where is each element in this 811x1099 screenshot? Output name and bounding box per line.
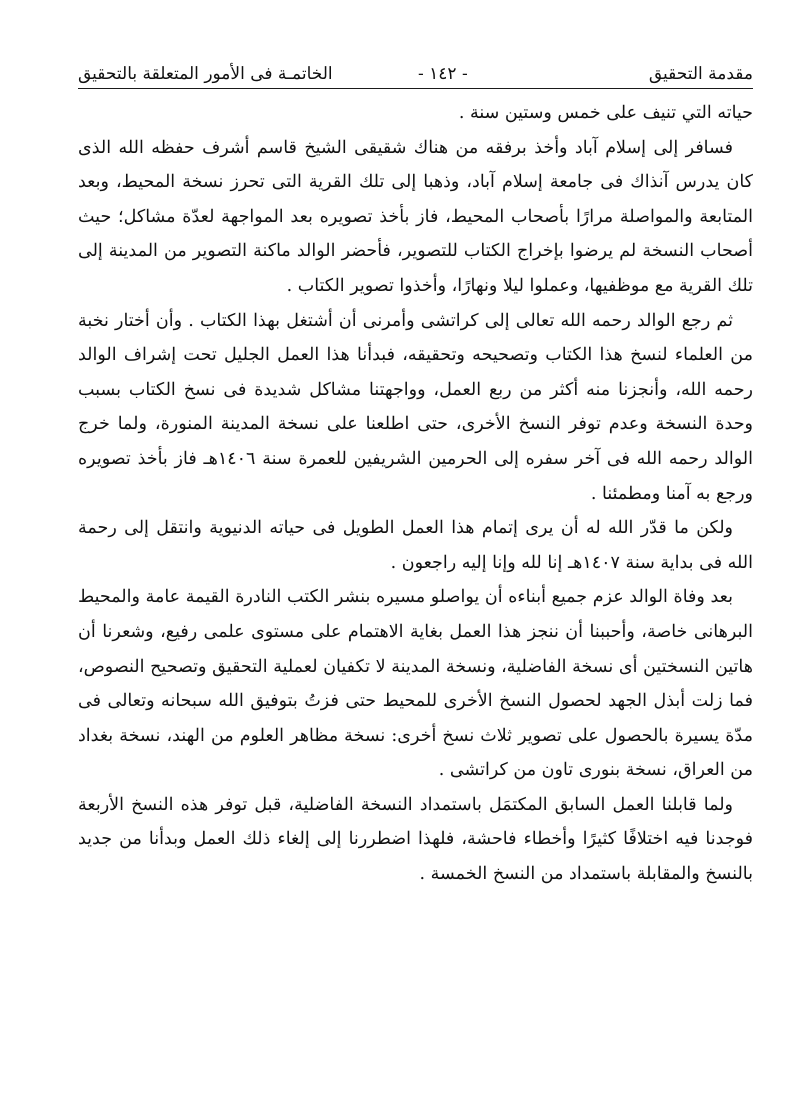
book-section-title: مقدمة التحقيق — [648, 64, 753, 84]
chapter-title: الخاتمـة فى الأمور المتعلقة بالتحقيق — [78, 64, 333, 84]
header-rule — [78, 88, 753, 89]
paragraph: حياته التي تنيف على خمس وستين سنة . — [458, 103, 753, 123]
body-text — [78, 96, 753, 892]
page-number: - ١٤٢ - — [418, 64, 468, 84]
running-header — [78, 58, 753, 86]
paragraph: بعد وفاة الوالد عزم جميع أبناءه أن يواصلو مسيره بنشر الكتب النادرة القيمة عامة والمحيط البرهانى خاصة، وأحببنا أن ننجز هذا العمل بغاية الاهتمام على مستوى علمى رفيع، وشعرنا أن هاتين النسختين أى نسخة الفاضلية، ونسخة المدينة لا تكفيان لعملية التحقيق وتصحيح النصوص، فما زلت أبذل الجهد لحصول النسخ الأخرى للمحيط حتى فزتُ بتوفيق الله سبحانه وتعالى فى مدّة يسيرة بالحصول على تصوير ثلاث نسخ أخرى: نسخة مظاهر العلوم من الهند، نسخة بغداد من العراق، نسخة بنورى تاون من كراتشى . — [78, 587, 753, 781]
paragraph: ثم رجع الوالد رحمه الله تعالى إلى كراتشى وأمرنى أن أشتغل بهذا الكتاب . وأن أختار نخبة من العلماء لنسخ هذا الكتاب وتصحيحه وتحقيقه، فبدأنا هذا العمل الجليل تحت إشراف الوالد رحمه الله، وأنجزنا منه أكثر من ربع العمل، وواجهتنا مشاكل شديدة فى نسخ الكتاب بسبب وحدة النسخة وعدم توفر النسخ الأخرى، حتى اطلعنا على نسخة المدينة المنورة، ولما خرج الوالد رحمه الله فى آخر سفره إلى الحرمين الشريفين للعمرة سنة ١٤٠٦هـ فاز بأخذ تصويره ورجع به آمنا ومطمئنا . — [78, 310, 753, 504]
paragraph: ولما قابلنا العمل السابق المكتمَل باستمداد النسخة الفاضلية، قبل توفر هذه النسخ الأربعة فوجدنا فيه اختلافًا كثيرًا وأخطاء فاحشة، فلهذا اضطررنا إلى إلغاء ذلك العمل وبدأنا من جديد بالنسخ والمقابلة باستمداد من النسخ الخمسة . — [78, 794, 753, 885]
paragraph: ولكن ما قدّر الله له أن يرى إتمام هذا العمل الطويل فى حياته الدنيوية وانتقل إلى رحمة الله فى بداية سنة ١٤٠٧هـ إنا لله وإنا إليه راجعون . — [78, 518, 753, 573]
paragraph: فسافر إلى إسلام آباد وأخذ برفقه من هناك شقيقى الشيخ قاسم أشرف حفظه الله الذى كان يدرس آنذاك فى جامعة إسلام آباد، وذهبا إلى تلك القرية التى تحرز نسخة المحيط، وبعد المتابعة والمواصلة مرارًا بأصحاب المحيط، فاز بأخذ تصويره بعد المواجهة لعدّة مشاكل؛ حيث أصحاب النسخة لم يرضوا بإخراج الكتاب للتصوير، فأحضر الوالد ماكنة التصوير من المدينة إلى تلك القرية مع موظفيها، وعملوا ليلا ونهارًا، وأخذوا تصوير الكتاب . — [78, 137, 753, 296]
